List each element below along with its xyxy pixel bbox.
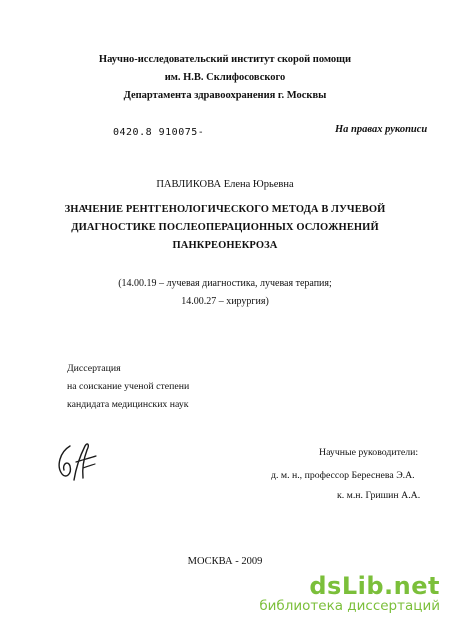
dissertation-field-line: кандидата медицинских наук (67, 399, 189, 410)
rights-note: На правах рукописи (335, 124, 428, 135)
watermark-tagline: библиотека диссертаций (259, 598, 440, 615)
watermark-brand: dsLib.net (309, 572, 440, 601)
specialty-line-1: (14.00.19 – лучевая диагностика, лучевая терапия; (118, 278, 332, 289)
author-name: ПАВЛИКОВА Елена Юрьевна (156, 179, 294, 190)
title-line-1: ЗНАЧЕНИЕ РЕНТГЕНОЛОГИЧЕСКОГО МЕТОДА В ЛУЧЕВОЙ (64, 204, 386, 215)
institution-line-2: им. Н.В. Склифосовского (164, 72, 286, 83)
supervisor-1: д. м. н., профессор Береснева Э.А. (271, 470, 415, 481)
institution-line-3: Департамента здравоохранения г. Москвы (123, 90, 327, 101)
title-line-2: ДИАГНОСТИКЕ ПОСЛЕОПЕРАЦИОННЫХ ОСЛОЖНЕНИЙ (71, 222, 379, 233)
dissertation-degree-line: на соискание ученой степени (67, 381, 190, 392)
title-line-3: ПАНКРЕОНЕКРОЗА (172, 240, 278, 251)
city-year: МОСКВА - 2009 (187, 556, 263, 567)
institution-line-1: Научно-исследовательский институт скорой помощи (98, 54, 352, 65)
supervisor-2: к. м.н. Гришин А.А. (337, 490, 421, 501)
specialty-line-2: 14.00.27 – хирургия) (181, 296, 269, 307)
registration-number: 0420.8 910075- (113, 127, 205, 138)
dissertation-label: Диссертация (67, 363, 121, 374)
supervisors-heading: Научные руководители: (319, 447, 419, 458)
handwritten-signature (52, 438, 100, 488)
dslib-watermark (259, 574, 440, 614)
